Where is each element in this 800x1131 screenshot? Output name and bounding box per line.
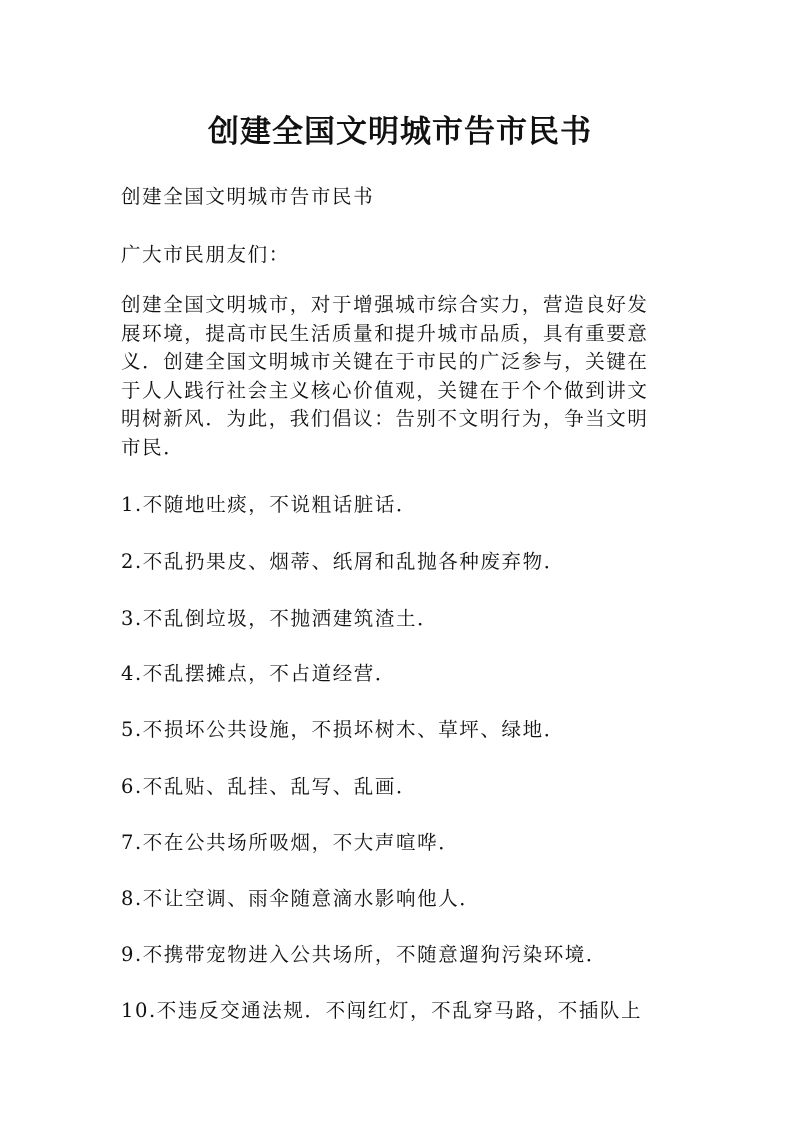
rule-item: 8.不让空调、雨伞随意滴水影响他人． [121,887,481,910]
rule-item: 7.不在公共场所吸烟，不大声喧哗． [121,831,460,854]
intro-line: 展环境，提高市民生活质量和提升城市品质，具有重要意 [121,321,649,345]
rule-item: 3.不乱倒垃圾，不抛洒建筑渣土． [121,607,439,630]
rule-item: 10.不违反交通法规．不闯红灯，不乱穿马路，不插队上 [121,999,643,1022]
intro-line: 于人人践行社会主义核心价值观，关键在于个个做到讲文 [121,378,649,402]
intro-line: 市民． [121,435,185,459]
rule-item: 9.不携带宠物进入公共场所，不随意遛狗污染环境． [121,943,608,966]
greeting: 广大市民朋友们： [121,243,290,266]
intro-line: 创建全国文明城市，对于增强城市综合实力，营造良好发 [121,293,649,316]
rule-item: 2.不乱扔果皮、烟蒂、纸屑和乱抛各种废弃物． [121,550,565,573]
rule-item: 4.不乱摆摊点，不占道经营． [121,662,397,685]
document-title: 创建全国文明城市告市民书 [208,114,592,150]
rule-item: 1.不随地吐痰，不说粗话脏话． [121,493,418,516]
intro-line: 义．创建全国文明城市关键在于市民的广泛参与，关键在 [121,350,649,373]
rule-item: 5.不损坏公共设施，不损坏树木、草坪、绿地． [121,718,565,741]
rule-item: 6.不乱贴、乱挂、乱写、乱画． [121,775,418,798]
intro-line: 明树新风．为此，我们倡议：告别不文明行为，争当文明 [121,407,649,430]
document-subtitle: 创建全国文明城市告市民书 [121,185,375,208]
